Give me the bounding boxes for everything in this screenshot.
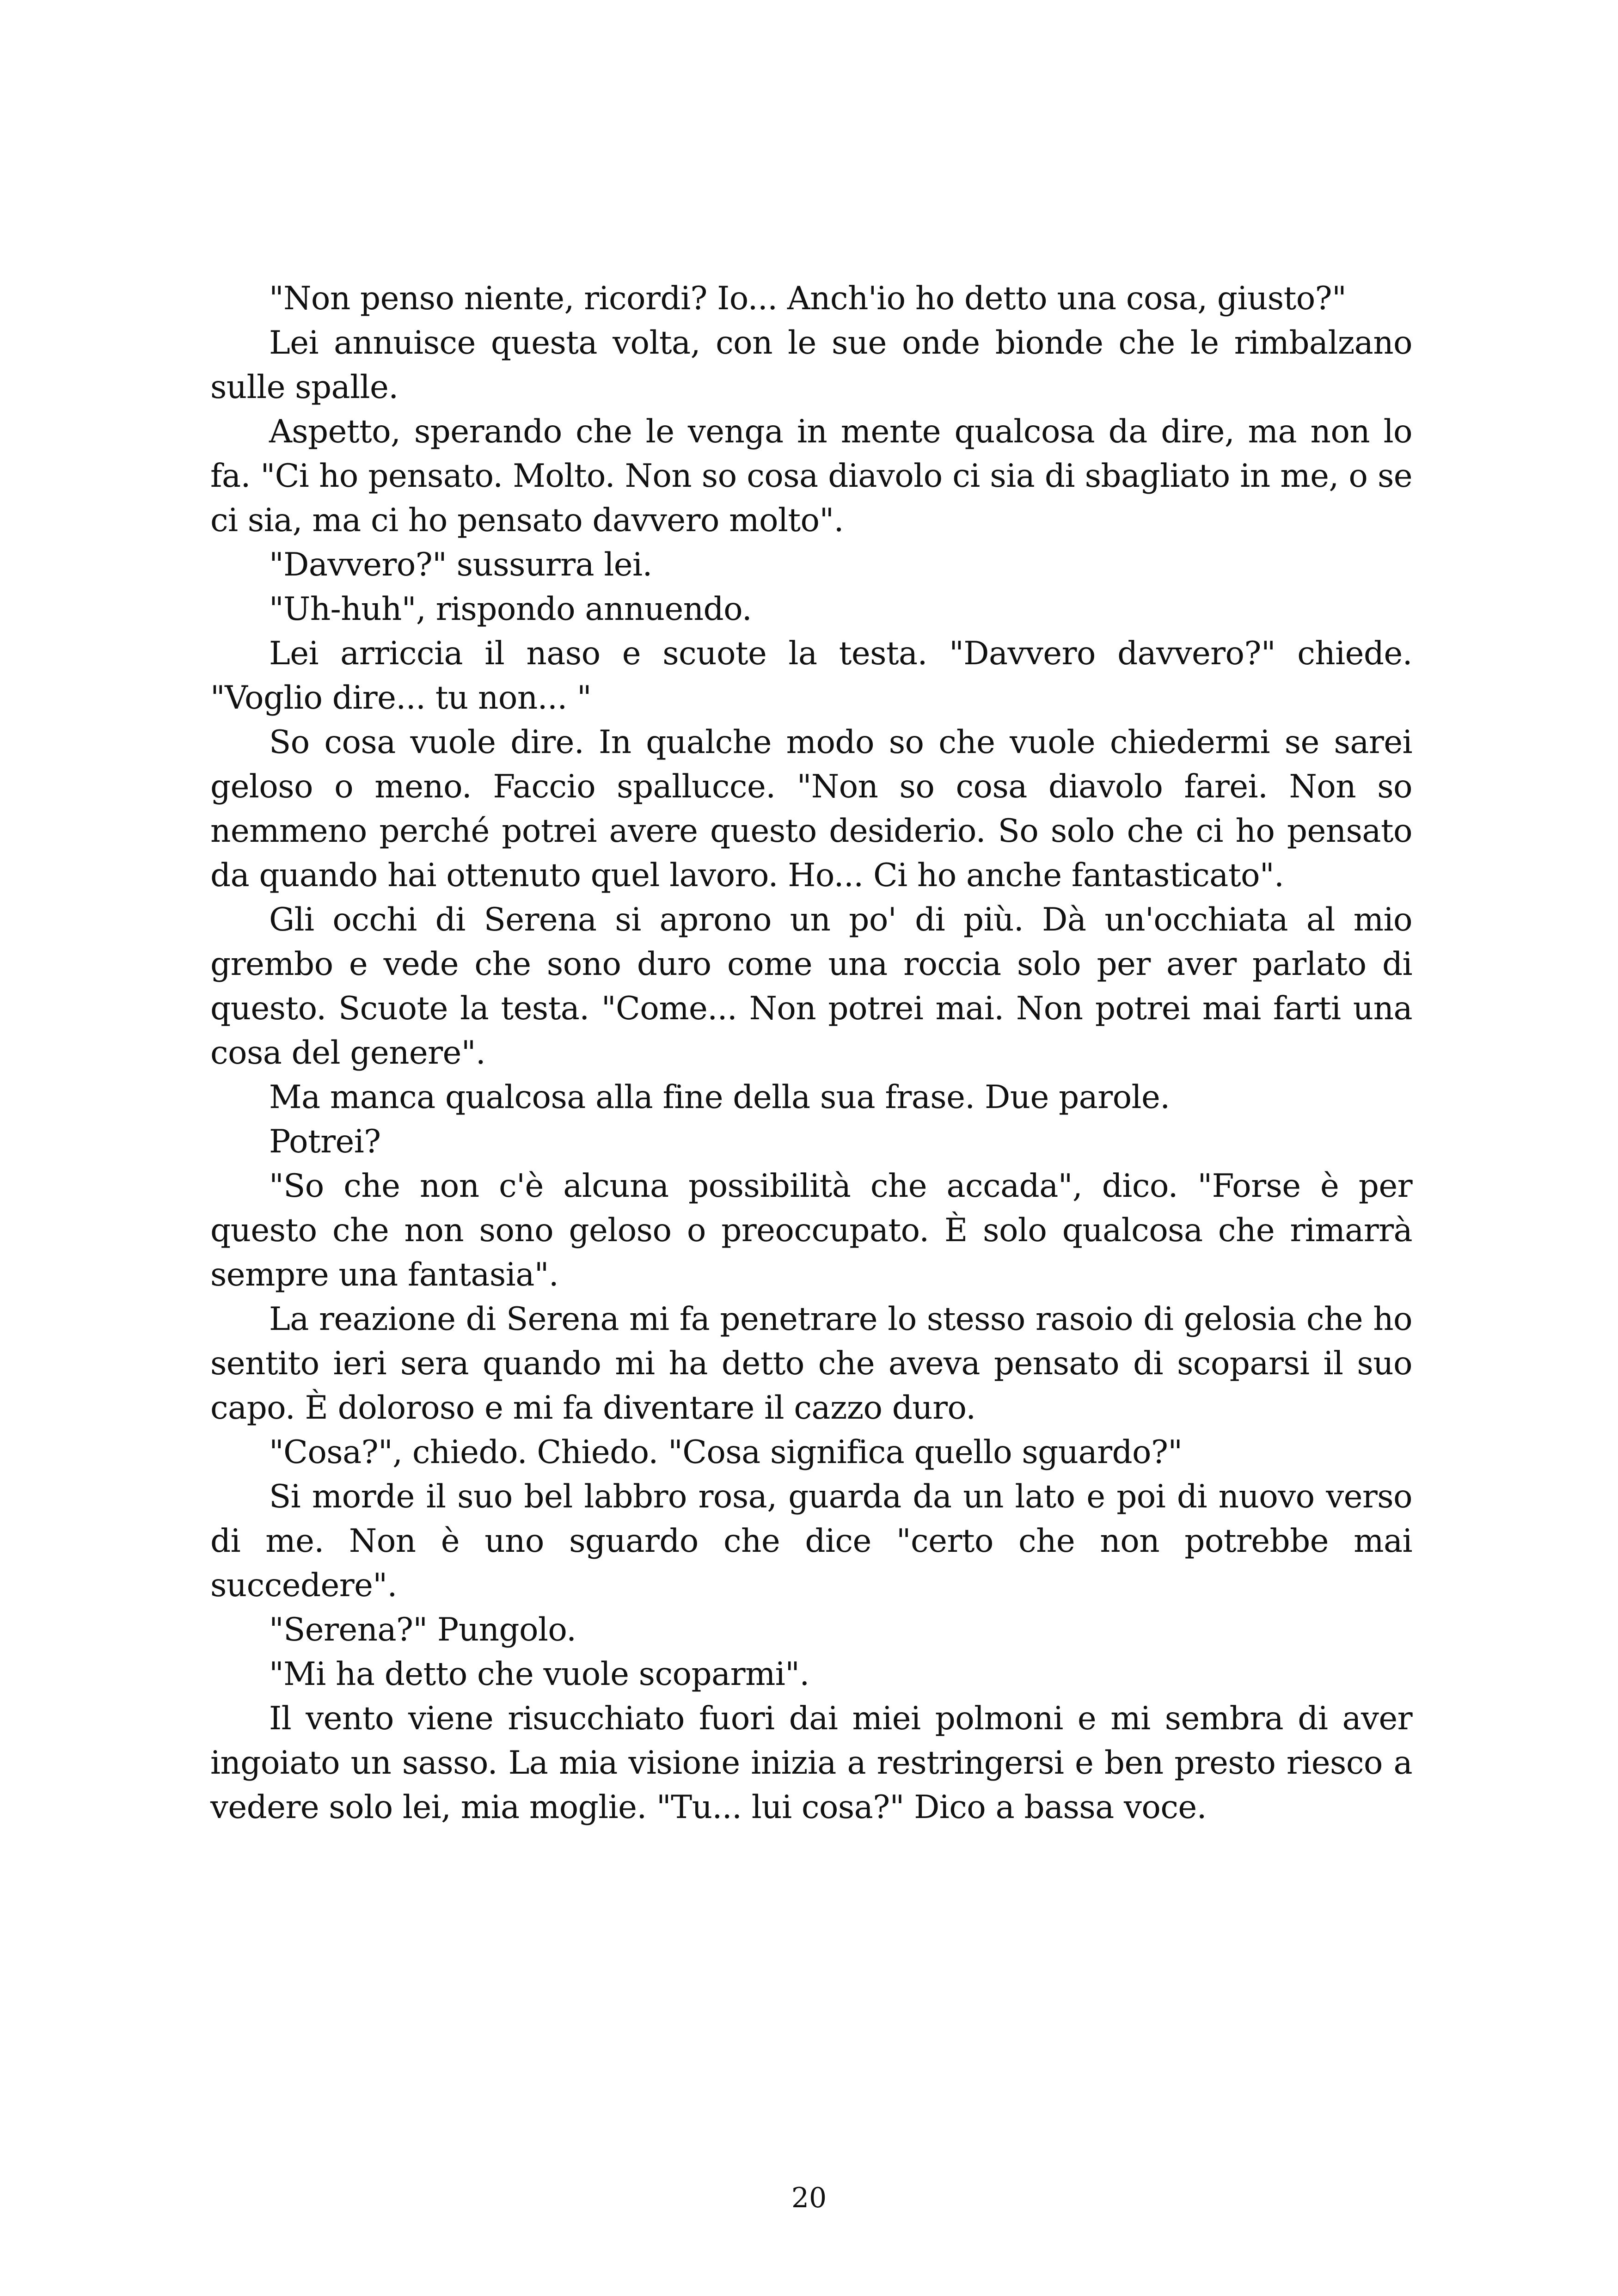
paragraph: "So che non c'è alcuna possibilità che accada", dico. "Forse è per questo che non sono geloso o preoccupato. È solo qualcosa che rimarrà sempre una fantasia". (210, 1168, 1412, 1293)
paragraph: "Uh-huh", rispondo annuendo. (269, 591, 752, 628)
paragraph: Gli occhi di Serena si aprono un po' di più. Dà un'occhiata al mio grembo e vede che sono duro come una roccia solo per aver parlato di questo. Scuote la testa. "Come... Non potrei mai. Non potrei mai farti una cosa del genere". (210, 901, 1412, 1071)
paragraph: Aspetto, sperando che le venga in mente qualcosa da dire, ma non lo fa. "Ci ho pensato. Molto. Non so cosa diavolo ci sia di sbagliato in me, o se ci sia, ma ci ho pensato davvero molto". (210, 413, 1412, 539)
paragraph: So cosa vuole dire. In qualche modo so che vuole chiedermi se sarei geloso o meno. Faccio spallucce. "Non so cosa diavolo farei. Non so nemmeno perché potrei avere questo desiderio. So solo che ci ho pensato da quando hai ottenuto quel lavoro. Ho... Ci ho anche fantasticato". (210, 724, 1412, 894)
paragraph: "Non penso niente, ricordi? Io... Anch'io ho detto una cosa, giusto?" (269, 280, 1347, 317)
paragraph: "Serena?" Pungolo. (269, 1611, 576, 1648)
paragraph: Si morde il suo bel labbro rosa, guarda da un lato e poi di nuovo verso di me. Non è uno sguardo che dice "certo che non potrebbe mai succedere". (210, 1478, 1412, 1604)
page-number: 20 (791, 2182, 827, 2214)
paragraph: Lei arriccia il naso e scuote la testa. "Davvero davvero?" chiede. "Voglio dire... tu non... " (210, 635, 1412, 716)
paragraph: Il vento viene risucchiato fuori dai miei polmoni e mi sembra di aver ingoiato un sasso. La mia visione inizia a restringersi e ben presto riesco a vedere solo lei, mia moglie. "Tu... lui cosa?" Dico a bassa voce. (210, 1700, 1412, 1826)
paragraph: "Mi ha detto che vuole scoparmi". (269, 1656, 809, 1693)
paragraph: Potrei? (269, 1123, 381, 1160)
paragraph: "Cosa?", chiedo. Chiedo. "Cosa significa quello sguardo?" (269, 1434, 1183, 1471)
paragraph: Ma manca qualcosa alla fine della sua frase. Due parole. (269, 1079, 1170, 1116)
body-text (210, 276, 1412, 1830)
paragraph: La reazione di Serena mi fa penetrare lo stesso rasoio di gelosia che ho sentito ieri sera quando mi ha detto che aveva pensato di scoparsi il suo capo. È doloroso e mi fa diventare il cazzo duro. (210, 1301, 1412, 1427)
paragraph: "Davvero?" sussurra lei. (269, 546, 652, 583)
paragraph: Lei annuisce questa volta, con le sue onde bionde che le rimbalzano sulle spalle. (210, 325, 1412, 406)
